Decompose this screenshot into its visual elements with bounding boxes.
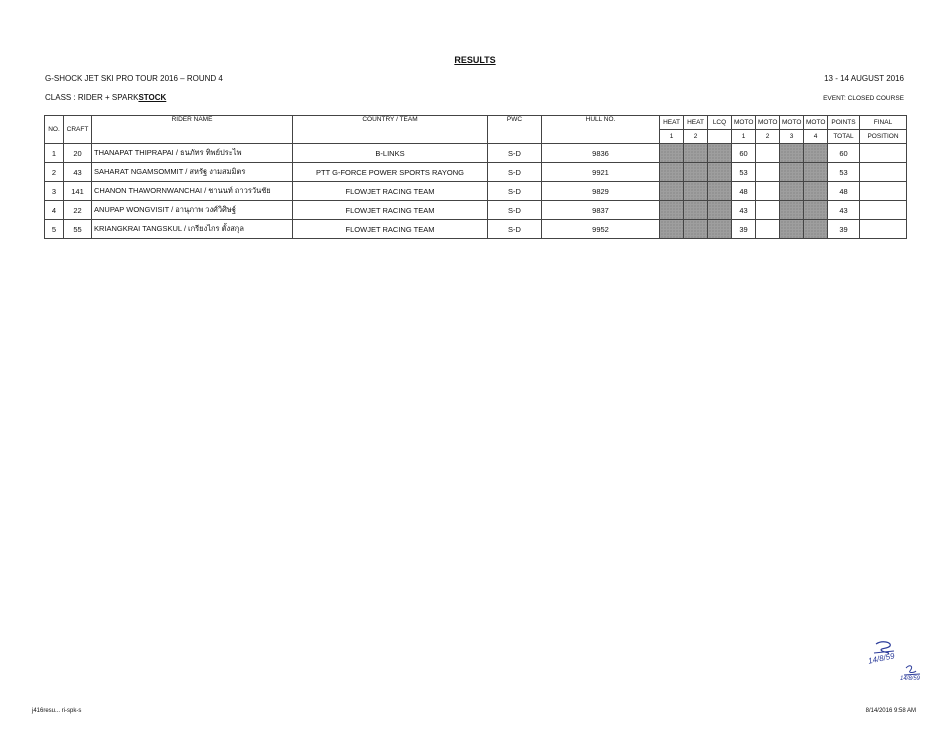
col-moto2: MOTO — [756, 116, 780, 130]
cell-lcq-shaded — [708, 182, 732, 201]
cell-final — [860, 201, 907, 220]
cell-hull: 9836 — [542, 144, 660, 163]
cell-total: 48 — [828, 182, 860, 201]
results-title: RESULTS — [454, 55, 496, 65]
cell-moto3-shaded — [780, 163, 804, 182]
col-moto3-sub: 3 — [780, 130, 804, 144]
event-date: 13 - 14 AUGUST 2016 — [824, 74, 904, 83]
cell-lcq-shaded — [708, 163, 732, 182]
cell-craft: 20 — [64, 144, 92, 163]
footer-filename: j416resu... ri-spk-s — [32, 708, 82, 714]
event-title: G-SHOCK JET SKI PRO TOUR 2016 – ROUND 4 — [45, 74, 223, 83]
col-moto1: MOTO — [732, 116, 756, 130]
cell-total: 43 — [828, 201, 860, 220]
event-course: EVENT: CLOSED COURSE — [823, 95, 904, 102]
cell-pwc: S-D — [488, 163, 542, 182]
cell-hull: 9837 — [542, 201, 660, 220]
col-moto4: MOTO — [804, 116, 828, 130]
col-lcq: LCQ — [708, 116, 732, 130]
cell-heat1-shaded — [660, 201, 684, 220]
cell-hull: 9952 — [542, 220, 660, 239]
col-moto2-sub: 2 — [756, 130, 780, 144]
cell-pwc: S-D — [488, 182, 542, 201]
cell-rider: SAHARAT NGAMSOMMIT / สหรัฐ งามสมมิตร — [92, 163, 293, 182]
col-hull: HULL NO. — [542, 116, 660, 144]
cell-rider: THANAPAT THIPRAPAI / ธนภัทร ทิพย์ประไพ — [92, 144, 293, 163]
col-country: COUNTRY / TEAM — [293, 116, 488, 144]
cell-moto2 — [756, 144, 780, 163]
cell-no: 1 — [45, 144, 64, 163]
cell-moto3-shaded — [780, 201, 804, 220]
cell-moto3-shaded — [780, 220, 804, 239]
cell-pwc: S-D — [488, 201, 542, 220]
cell-moto3-shaded — [780, 182, 804, 201]
cell-heat1-shaded — [660, 220, 684, 239]
cell-team: FLOWJET RACING TEAM — [293, 201, 488, 220]
cell-moto3-shaded — [780, 144, 804, 163]
cell-heat2-shaded — [684, 163, 708, 182]
cell-total: 39 — [828, 220, 860, 239]
cell-final — [860, 144, 907, 163]
table-row — [45, 163, 907, 182]
cell-moto4-shaded — [804, 182, 828, 201]
cell-rider: ANUPAP WONGVISIT / อานุภาพ วงศ์วิศิษฐ์ — [92, 201, 293, 220]
cell-no: 2 — [45, 163, 64, 182]
cell-total: 53 — [828, 163, 860, 182]
col-heat2: HEAT — [684, 116, 708, 130]
cell-lcq-shaded — [708, 220, 732, 239]
cell-heat1-shaded — [660, 144, 684, 163]
cell-craft: 43 — [64, 163, 92, 182]
col-rider: RIDER NAME — [92, 116, 293, 144]
cell-moto4-shaded — [804, 144, 828, 163]
cell-hull: 9829 — [542, 182, 660, 201]
cell-final — [860, 220, 907, 239]
col-heat1-sub: 1 — [660, 130, 684, 144]
cell-craft: 141 — [64, 182, 92, 201]
cell-no: 3 — [45, 182, 64, 201]
col-pwc: PWC — [488, 116, 542, 144]
cell-moto2 — [756, 163, 780, 182]
cell-hull: 9921 — [542, 163, 660, 182]
col-no: NO. — [45, 116, 64, 144]
handwritten-signature — [868, 638, 928, 694]
col-moto3: MOTO — [780, 116, 804, 130]
cell-no: 5 — [45, 220, 64, 239]
cell-team: B-LINKS — [293, 144, 488, 163]
col-points: POINTS — [828, 116, 860, 130]
table-row — [45, 144, 907, 163]
cell-no: 4 — [45, 201, 64, 220]
cell-moto4-shaded — [804, 201, 828, 220]
cell-moto1: 39 — [732, 220, 756, 239]
cell-craft: 55 — [64, 220, 92, 239]
footer-timestamp: 8/14/2016 9:58 AM — [865, 708, 916, 714]
cell-moto1: 53 — [732, 163, 756, 182]
cell-pwc: S-D — [488, 144, 542, 163]
col-heat2-sub: 2 — [684, 130, 708, 144]
header-row-top — [45, 116, 907, 130]
signature-date-small: 14/8/59 — [900, 676, 921, 682]
cell-team: FLOWJET RACING TEAM — [293, 182, 488, 201]
cell-team: PTT G-FORCE POWER SPORTS RAYONG — [293, 163, 488, 182]
col-final-sub: POSITION — [860, 130, 907, 144]
cell-heat2-shaded — [684, 201, 708, 220]
cell-moto2 — [756, 182, 780, 201]
col-moto1-sub: 1 — [732, 130, 756, 144]
cell-final — [860, 163, 907, 182]
col-lcq-sub — [708, 130, 732, 144]
cell-heat2-shaded — [684, 144, 708, 163]
cell-rider: KRIANGKRAI TANGSKUL / เกรียงไกร ตั้งสกุล — [92, 220, 293, 239]
cell-moto4-shaded — [804, 163, 828, 182]
cell-heat1-shaded — [660, 182, 684, 201]
signature-date-main: 14/8/59 — [867, 651, 896, 666]
class-line — [45, 93, 166, 102]
table-row — [45, 201, 907, 220]
cell-team: FLOWJET RACING TEAM — [293, 220, 488, 239]
col-craft: CRAFT — [64, 116, 92, 144]
cell-moto2 — [756, 220, 780, 239]
col-moto4-sub: 4 — [804, 130, 828, 144]
cell-total: 60 — [828, 144, 860, 163]
cell-rider: CHANON THAWORNWANCHAI / ชานนท์ ถาวรวันชัย — [92, 182, 293, 201]
cell-heat2-shaded — [684, 182, 708, 201]
cell-lcq-shaded — [708, 201, 732, 220]
col-heat1: HEAT — [660, 116, 684, 130]
cell-heat2-shaded — [684, 220, 708, 239]
cell-pwc: S-D — [488, 220, 542, 239]
results-table — [44, 115, 907, 239]
cell-moto1: 48 — [732, 182, 756, 201]
col-final: FINAL — [860, 116, 907, 130]
table-row — [45, 182, 907, 201]
col-points-sub: TOTAL — [828, 130, 860, 144]
cell-heat1-shaded — [660, 163, 684, 182]
cell-moto4-shaded — [804, 220, 828, 239]
cell-craft: 22 — [64, 201, 92, 220]
class-prefix: CLASS : RIDER + SPARK — [45, 93, 139, 102]
cell-lcq-shaded — [708, 144, 732, 163]
cell-moto2 — [756, 201, 780, 220]
cell-moto1: 60 — [732, 144, 756, 163]
class-suffix: STOCK — [138, 93, 167, 102]
cell-final — [860, 182, 907, 201]
table-row — [45, 220, 907, 239]
cell-moto1: 43 — [732, 201, 756, 220]
